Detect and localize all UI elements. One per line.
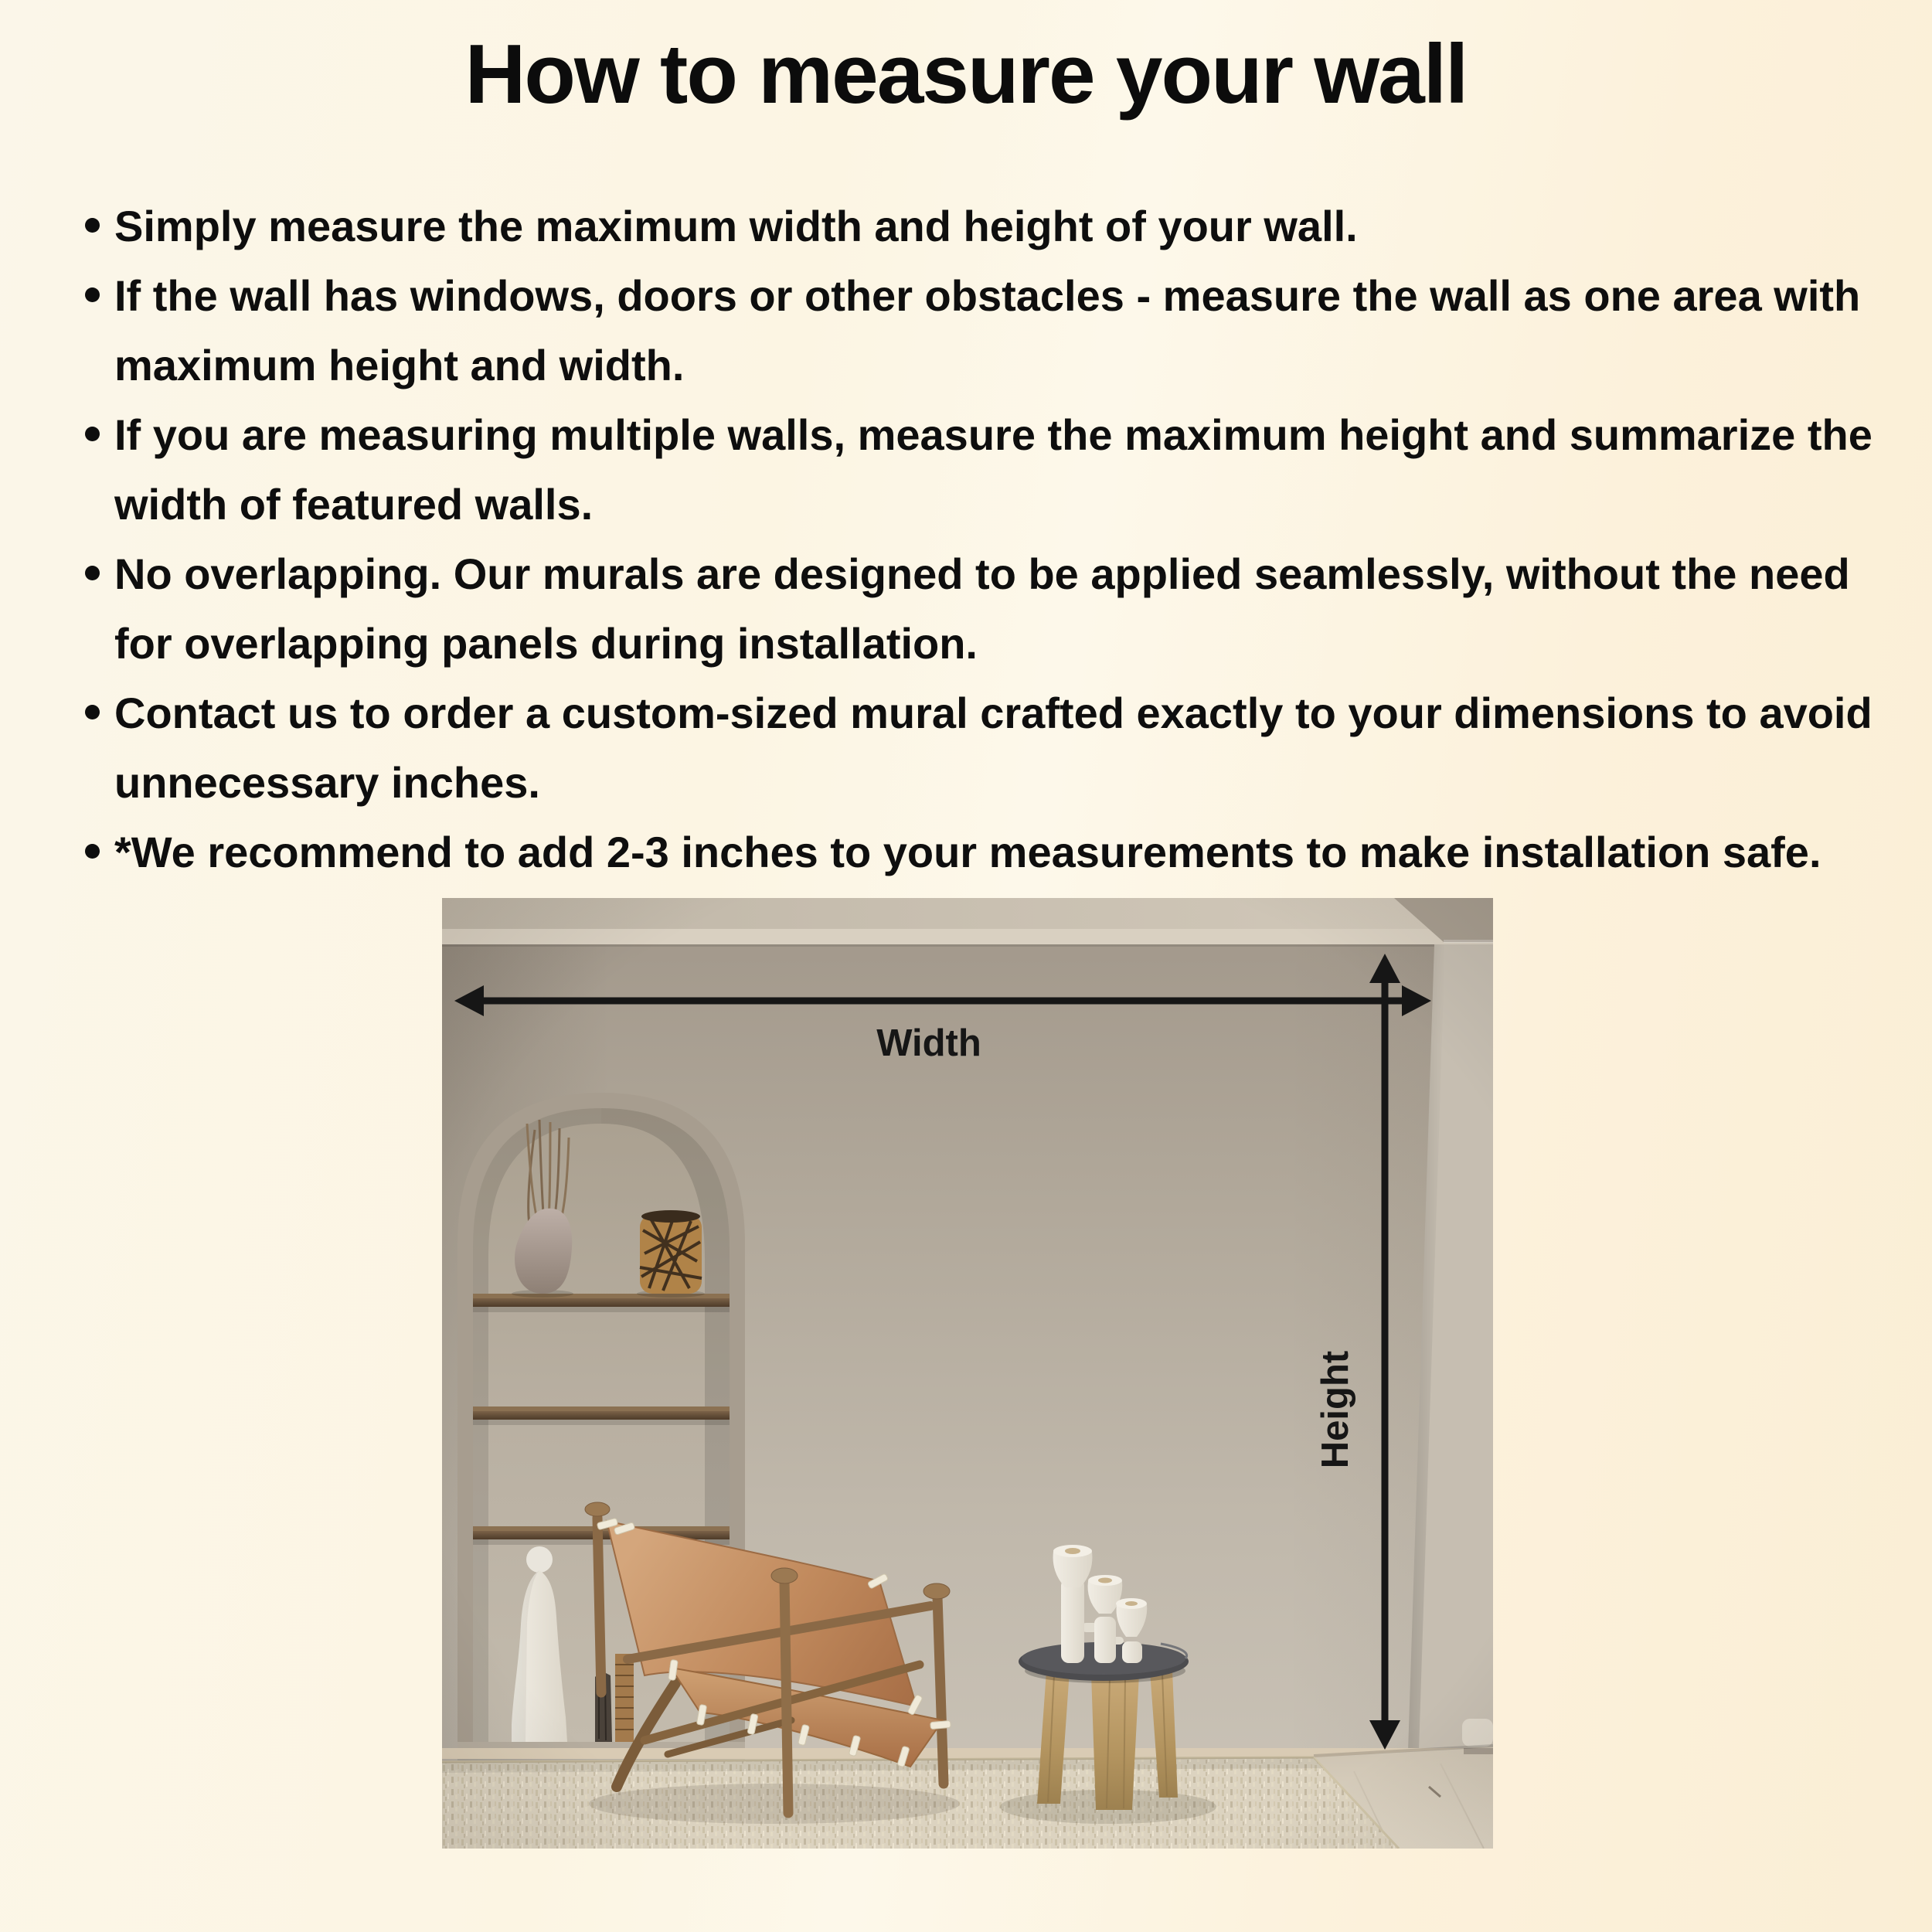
instruction-list bbox=[0, 192, 1900, 887]
height-label: Height bbox=[1315, 1350, 1356, 1469]
instruction-bullet: Simply measure the maximum width and height of your wall. bbox=[114, 192, 1900, 261]
instruction-bullet: Contact us to order a custom-sized mural crafted exactly to your dimensions to avoid unnecessary inches. bbox=[114, 679, 1900, 818]
instruction-bullet: If the wall has windows, doors or other obstacles - measure the wall as one area with maximum height and width. bbox=[114, 261, 1900, 400]
instruction-bullet: No overlapping. Our murals are designed to be applied seamlessly, without the need for overlapping panels during installation. bbox=[114, 539, 1900, 679]
measurement-photo bbox=[442, 898, 1493, 1849]
instruction-bullet: *We recommend to add 2-3 inches to your measurements to make installation safe. bbox=[114, 818, 1900, 887]
instruction-bullet: If you are measuring multiple walls, measure the maximum height and summarize the width of featured walls. bbox=[114, 400, 1900, 539]
width-label: Width bbox=[876, 1022, 981, 1064]
room-photo bbox=[442, 898, 1493, 1849]
page-title: How to measure your wall bbox=[464, 27, 1468, 121]
